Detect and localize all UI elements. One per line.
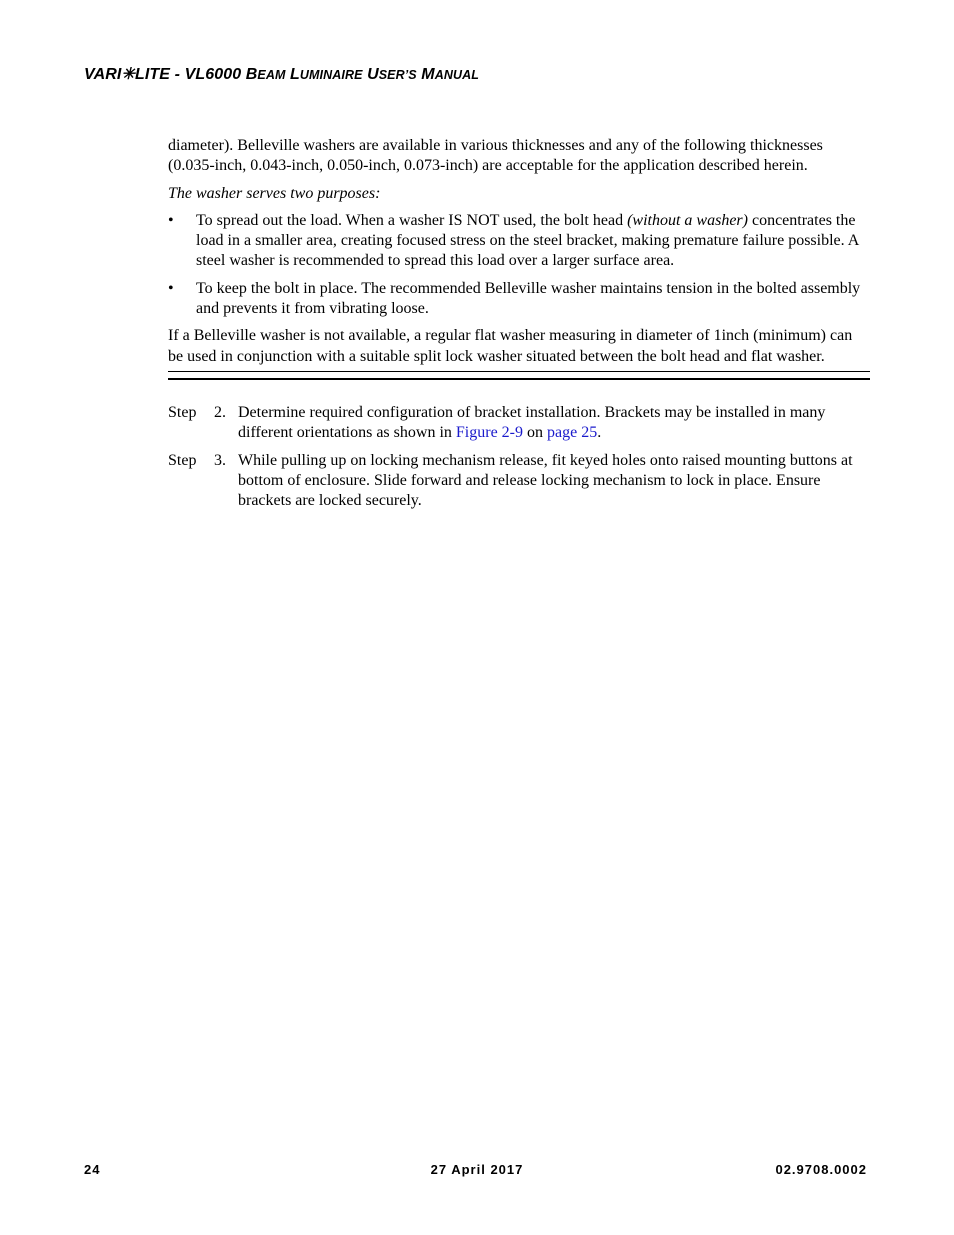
brand-star-symbol: ✳ bbox=[121, 66, 135, 83]
step-text: While pulling up on locking mechanism release, fit keyed holes onto raised mounting buttons at bottom of enclosure. Slide forward and release locking mechanism to lock in place. Ensure brackets are locked securely. bbox=[238, 451, 853, 510]
list-item bbox=[168, 211, 870, 272]
header-word-4-cap: M bbox=[421, 66, 435, 83]
page-link[interactable]: page 25 bbox=[547, 424, 598, 442]
header-word-2-rest: UMINAIRE bbox=[299, 68, 363, 82]
running-header bbox=[84, 64, 479, 84]
step-label: Step bbox=[168, 451, 197, 469]
list-item bbox=[168, 279, 870, 320]
footer-doc-number: 02.9708.0002 bbox=[775, 1162, 867, 1177]
bullet-text-start: To spread out the load. When a washer IS NOT used, the bolt head bbox=[196, 211, 628, 229]
step-text-start: Determine required configuration of bracket installation. Brackets may be installed in many different orientations as shown in bbox=[238, 403, 826, 442]
paragraph-washer-thickness: diameter). Belleville washers are available in various thicknesses and any of the following thicknesses (0.035-inch, 0.043-inch, 0.050-inch, 0.073-inch) are acceptable for the application described herein. bbox=[168, 137, 823, 175]
section-divider bbox=[168, 371, 870, 380]
step-label: Step bbox=[168, 403, 197, 421]
header-separator: - bbox=[170, 66, 185, 83]
bullet-text-italic: (without a washer) bbox=[627, 211, 748, 229]
header-word-3-rest: SER’S bbox=[378, 68, 417, 82]
header-word-3-cap: U bbox=[367, 66, 379, 83]
bullet-icon: • bbox=[168, 279, 174, 297]
brand-suffix: LITE bbox=[134, 66, 171, 83]
header-word-4-rest: ANUAL bbox=[434, 68, 479, 82]
step-text-middle: on bbox=[523, 424, 547, 442]
footer-date: 27 April 2017 bbox=[430, 1162, 524, 1177]
footer-page-number: 24 bbox=[84, 1162, 101, 1177]
step-item bbox=[168, 403, 870, 444]
bullet-text: To keep the bolt in place. The recommended Belleville washer maintains tension in the bolted assembly and prevents it from vibrating loose. bbox=[196, 279, 861, 318]
step-number: 2. bbox=[214, 403, 226, 421]
step-number: 3. bbox=[214, 451, 226, 469]
step-text-end: . bbox=[597, 424, 602, 442]
header-word-1-rest: EAM bbox=[257, 68, 286, 82]
page-content bbox=[168, 136, 870, 518]
bullet-icon: • bbox=[168, 211, 174, 229]
brand-name: VARI bbox=[84, 66, 122, 83]
header-model: VL6000 bbox=[184, 66, 246, 83]
paragraph-flat-washer-alternative: If a Belleville washer is not available, a regular flat washer measuring in diameter of 1inch (minimum) can be used in conjunction with a suitable split lock washer situated between the bolt head and flat washer. bbox=[168, 327, 853, 365]
header-word-2-cap: L bbox=[290, 66, 300, 83]
paragraph-washer-purposes: The washer serves two purposes: bbox=[168, 184, 381, 202]
bullet-text-end: concentrates the load in a smaller area, creating focused stress on the steel bracket, making premature failure possible. A steel washer is recommended to spread this load over a larger surface area. bbox=[196, 211, 859, 270]
steps-list bbox=[168, 403, 870, 511]
figure-link[interactable]: Figure 2-9 bbox=[455, 424, 523, 442]
purposes-list bbox=[168, 211, 870, 319]
step-item bbox=[168, 451, 870, 512]
header-word-1-cap: B bbox=[245, 66, 258, 83]
